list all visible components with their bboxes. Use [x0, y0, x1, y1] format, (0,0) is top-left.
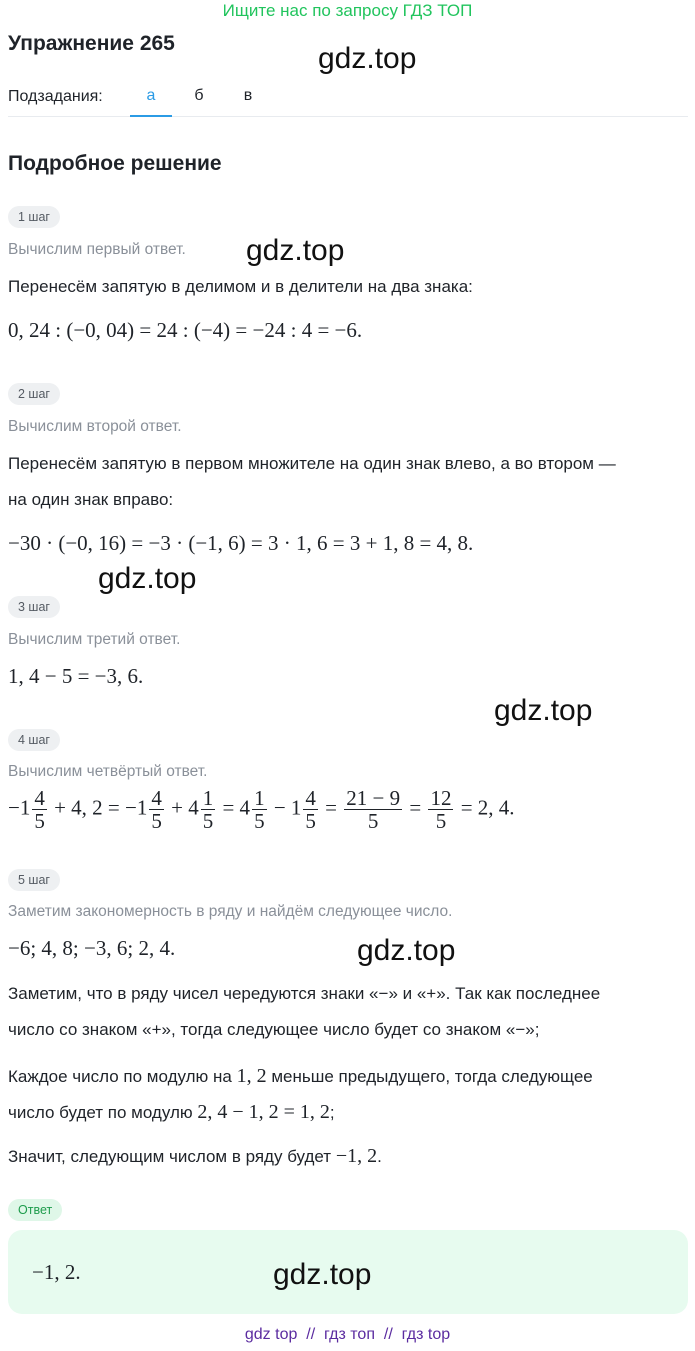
tab-v[interactable]: в — [243, 87, 253, 104]
step-badge: 3 шаг — [8, 596, 60, 618]
step-formula: −6; 4, 8; −3, 6; 2, 4. — [8, 936, 176, 960]
watermark: gdz.top — [273, 1258, 372, 1291]
subtasks-bar — [8, 86, 688, 117]
answer-value: −1, 2. — [32, 1260, 81, 1284]
footer-links[interactable]: gdz top // гдз топ // гдз top — [244, 1326, 451, 1343]
step-text: Каждое число по модулю на 1, 2 меньше предыдущего, тогда следующее — [8, 1065, 593, 1087]
watermark: gdz.top — [318, 42, 417, 75]
step-formula: −30 · (−0, 16) = −3 · (−1, 6) = 3 · 1, 6 = 3 + 1, 8 = 4, 8. — [8, 531, 474, 555]
step-text: Перенесём запятую в делимом и в делители на два знака: — [8, 277, 473, 296]
step-hint: Вычислим четвёртый ответ. — [8, 763, 208, 780]
step-formula: 1, 4 − 5 = −3, 6. — [8, 664, 144, 688]
tab-b[interactable]: б — [194, 87, 204, 104]
subtasks-label: Подзадания: — [8, 88, 103, 105]
tab-a[interactable]: а — [130, 87, 172, 117]
step-badge: 2 шаг — [8, 383, 60, 405]
step-hint: Заметим закономерность в ряду и найдём следующее число. — [8, 903, 453, 920]
section-title: Подробное решение — [8, 152, 222, 175]
step-text: Перенесём запятую в первом множителе на один знак влево, а во втором — — [8, 454, 616, 473]
step-text: число со знаком «+», тогда следующее число будет со знаком «−»; — [8, 1020, 540, 1039]
watermark: gdz.top — [357, 934, 456, 967]
step-badge: 5 шаг — [8, 869, 60, 891]
step-text: Заметим, что в ряду чисел чередуются знаки «−» и «+». Так как последнее — [8, 984, 601, 1003]
step-hint: Вычислим второй ответ. — [8, 418, 182, 435]
step-badge: 4 шаг — [8, 729, 60, 751]
answer-badge: Ответ — [8, 1199, 62, 1221]
watermark: gdz.top — [98, 562, 197, 595]
step-badge: 1 шаг — [8, 206, 60, 228]
search-banner: Ищите нас по запросу ГДЗ ТОП — [222, 1, 473, 20]
step-formula: 0, 24 : (−0, 04) = 24 : (−4) = −24 : 4 = −6. — [8, 318, 363, 342]
step-text: на один знак вправо: — [8, 490, 174, 509]
exercise-title: Упражнение 265 — [8, 32, 175, 55]
step-text: Значит, следующим числом в ряду будет −1, 2. — [8, 1145, 382, 1167]
watermark: gdz.top — [494, 694, 593, 727]
step-hint: Вычислим первый ответ. — [8, 241, 186, 258]
step-formula: −1 $\frac{4}{5}$ + 4, 2 = −1 $\frac{4}{5}$ + 4 $\frac{1}{5}$ = 4 $\frac{1}{5}$ − 1 $\frac{4}{5}$ = $\frac{21 - 9}{5}$ = $\frac{12}{5}$ = 2, 4. — [8, 786, 515, 834]
step-hint: Вычислим третий ответ. — [8, 631, 181, 648]
step-text: число будет по модулю 2, 4 − 1, 2 = 1, 2; — [8, 1101, 335, 1123]
watermark: gdz.top — [246, 234, 345, 267]
